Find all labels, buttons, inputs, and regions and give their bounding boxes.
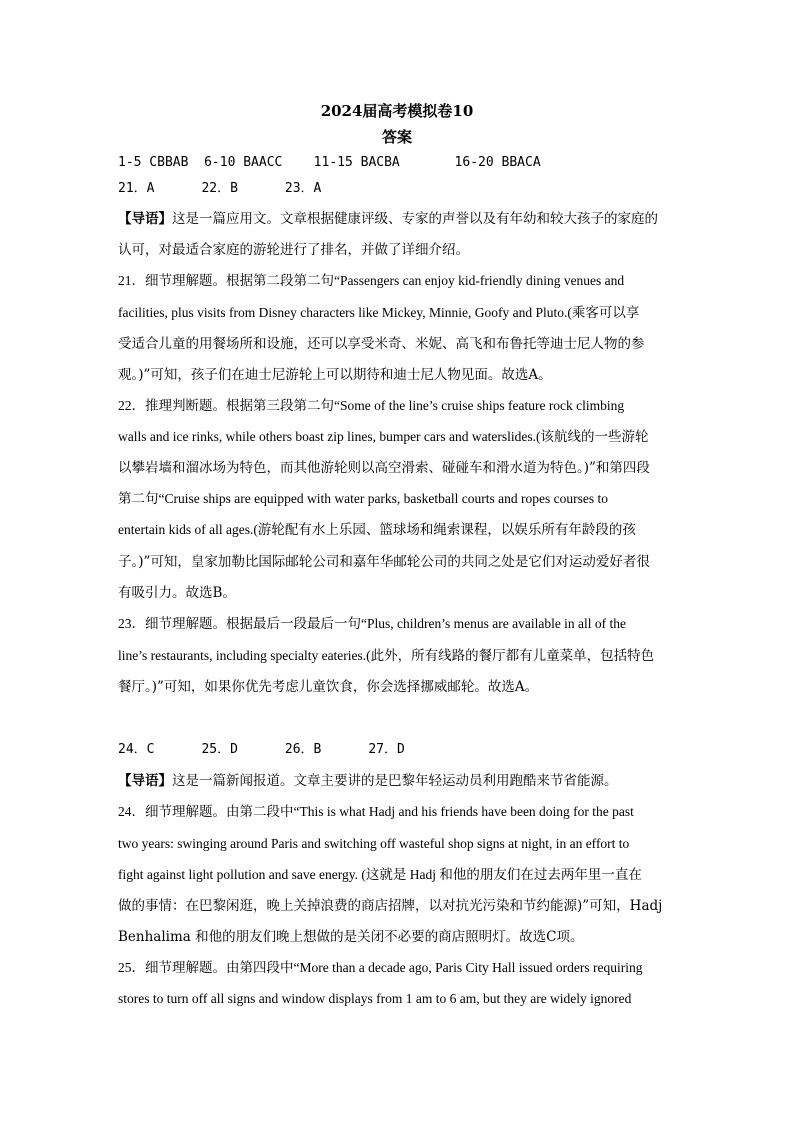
section1-lead-label: 【导语】 — [118, 211, 172, 227]
section1-lead-line-2: 认可，对最适合家庭的游轮进行了排名，并做了详细介绍。 — [118, 242, 469, 258]
q21-line-4: 观。)”可知，孩子们在迪士尼游轮上可以期待和迪士尼人物见面。故选A。 — [118, 367, 552, 383]
answer-key-row-2: 21．A 22．B 23．A — [118, 181, 322, 196]
q22-line-3: 以攀岩墙和溜冰场为特色，而其他游轮则以高空滑索、碰碰车和滑水道为特色。)”和第四段 — [118, 460, 650, 476]
q22-line-6: 子。)”可知，皇家加勒比国际邮轮公司和嘉年华邮轮公司的共同之处是它们对运动爱好者很 — [118, 554, 650, 570]
q24-line-1: 24．细节理解题。由第二段中“This is what Hadj and his friends have been doing for the past — [118, 804, 634, 819]
section2-lead-line-1 — [118, 772, 618, 790]
q25-line-2: stores to turn off all signs and window displays from 1 am to 6 am, but they are widely ignored — [118, 991, 632, 1006]
q22-line-7: 有吸引力。故选B。 — [118, 585, 236, 601]
document-subtitle: 答案 — [381, 128, 412, 146]
q22-line-4: 第二句“Cruise ships are equipped with water parks, basketball courts and ropes courses to — [118, 491, 609, 506]
section2-lead-label: 【导语】 — [118, 773, 172, 789]
q21-line-3: 受适合儿童的用餐场所和设施，还可以享受米奇、米妮、高飞和布鲁托等迪士尼人物的参 — [118, 336, 645, 352]
section1-lead-text: 这是一篇应用文。文章根据健康评级、专家的声誉以及有年幼和较大孩子的家庭的 — [172, 211, 658, 227]
document-title: 2024届高考模拟卷10 — [320, 102, 474, 120]
q24-line-4: 做的事情：在巴黎闲逛，晚上关掉浪费的商店招牌，以对抗光污染和节约能源)”可知，Hadj — [118, 898, 663, 914]
section2-lead-text: 这是一篇新闻报道。文章主要讲的是巴黎年轻运动员利用跑酷来节省能源。 — [172, 773, 618, 789]
section1-lead-line-1 — [118, 210, 658, 228]
q24-line-2: two years: swinging around Paris and switching off wasteful shop signs at night, in an effort to — [118, 836, 630, 851]
q21-line-1: 21．细节理解题。根据第二段第二句“Passengers can enjoy kid-friendly dining venues and — [118, 273, 625, 288]
q23-line-2: line’s restaurants, including specialty eateries.(此外，所有线路的餐厅都有儿童菜单，包括特色 — [118, 648, 655, 663]
q24-line-3: fight against light pollution and save energy. (这就是 Hadj 和他的朋友们在过去两年里一直在 — [118, 867, 642, 882]
q24-line-5: Benhalima 和他的朋友们晚上想做的是关闭不必要的商店照明灯。故选C项。 — [118, 929, 584, 945]
q23-line-1: 23．细节理解题。根据最后一段最后一句“Plus, children’s menus are available in all of the — [118, 616, 627, 631]
answer-key-row-3: 24．C 25．D 26．B 27．D — [118, 742, 405, 757]
q25-line-1: 25．细节理解题。由第四段中“More than a decade ago, Paris City Hall issued orders requiring — [118, 960, 643, 975]
answer-key-row-1: 1-5 CBBAB 6-10 BAACC 11-15 BACBA 16-20 BBACA — [118, 155, 541, 170]
q22-line-2: walls and ice rinks, while others boast zip lines, bumper cars and waterslides.(该航线的一些游轮 — [118, 429, 649, 444]
q22-line-1: 22．推理判断题。根据第三段第二句“Some of the line’s cruise ships feature rock climbing — [118, 398, 625, 413]
q22-line-5: entertain kids of all ages.(游轮配有水上乐园、篮球场和绳索课程，以娱乐所有年龄段的孩 — [118, 522, 636, 537]
q23-line-3: 餐厅。)”可知，如果你优先考虑儿童饮食，你会选择挪威邮轮。故选A。 — [118, 679, 539, 695]
q21-line-2: facilities, plus visits from Disney characters like Mickey, Minnie, Goofy and Pluto.(乘客可以享 — [118, 305, 640, 320]
